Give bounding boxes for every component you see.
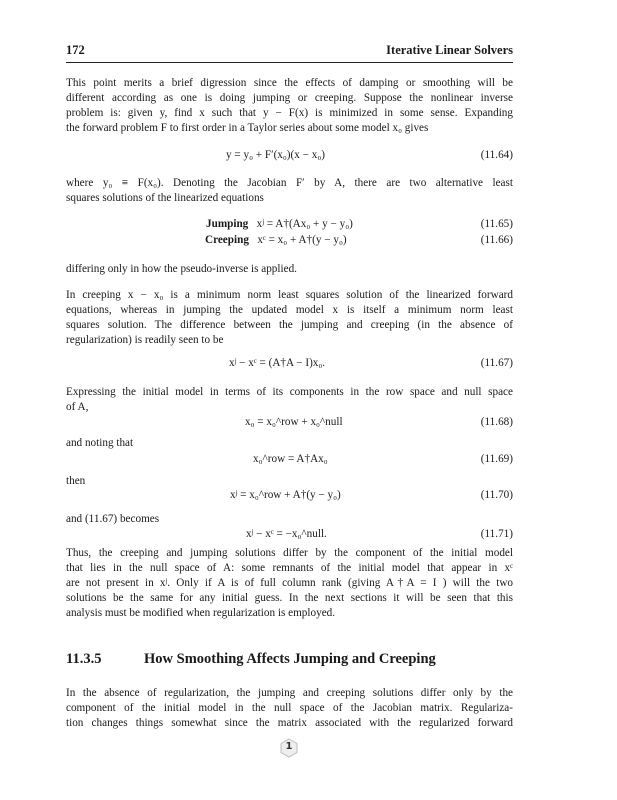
text-line: where y₀ ≡ F(x₀). Denoting the Jacobian F′ by A, there are two alternative least: [66, 177, 513, 189]
paragraph-smoothing: [66, 686, 513, 731]
equation-11-69: [66, 453, 513, 469]
equation-label: Jumping: [206, 218, 249, 230]
text-line: the forward problem F to first order in a Taylor series about some model x₀ gives: [66, 122, 429, 134]
equation-11-71: [66, 528, 513, 544]
text-line: problem is: given y, find x such that y − F(x) is minimized in some sense. Expanding: [66, 107, 513, 119]
equation-body: xʲ − xᶜ = −x₀^null.: [246, 528, 327, 540]
equation-body: x₀^row = A†Ax₀: [253, 453, 328, 465]
text-line: component of the initial model in the null space of the Jacobian matrix. Regulariza-: [66, 702, 513, 714]
paragraph-creeping: [66, 288, 513, 348]
running-header: [66, 43, 513, 59]
text-line: This point merits a brief digression since the effects of damping or smoothing will be: [66, 77, 513, 89]
equation-11-65: [66, 218, 513, 234]
paragraph-becomes: [66, 512, 513, 527]
text-line: Thus, the creeping and jumping solutions differ by the component of the initial model: [66, 547, 513, 559]
equation-11-70: [66, 489, 513, 505]
text-line: differing only in how the pseudo-inverse is applied.: [66, 263, 297, 275]
paragraph-conclusion: [66, 546, 513, 621]
text-line: In creeping x − x₀ is a minimum norm least squares solution of the linearized forward: [66, 289, 513, 301]
paragraph-jacobian: [66, 176, 513, 206]
page-badge-button[interactable]: [279, 738, 299, 758]
text-line: squares solution. The difference between the jumping and creeping (in the absence of: [66, 319, 513, 331]
paragraph-then: [66, 474, 513, 489]
page-number: 172: [66, 43, 85, 57]
text-line: then: [66, 475, 86, 487]
text-line: analysis must be modified when regularization is employed.: [66, 607, 336, 619]
section-title: How Smoothing Affects Jumping and Creeping: [144, 651, 436, 667]
text-line: tion changes things somewhat since the matrix associated with the regularized forward: [66, 717, 513, 729]
equation-number: (11.64): [480, 149, 513, 161]
equation-11-64: [66, 149, 513, 165]
equation-11-66: [66, 234, 513, 250]
paragraph-pseudo-inverse: [66, 262, 513, 277]
equation-11-67: [66, 357, 513, 373]
header-rule: [66, 62, 513, 63]
equation-body: y = y₀ + F′(x₀)(x − x₀): [226, 149, 325, 161]
text-line: Expressing the initial model in terms of its components in the row space and null space: [66, 386, 513, 398]
equation-number: (11.67): [480, 357, 513, 369]
text-line: different according as one is doing jumping or creeping. Suppose the nonlinear inverse: [66, 92, 513, 104]
equation-body: x₀ = x₀^row + x₀^null: [245, 416, 343, 428]
equation-number: (11.68): [480, 416, 513, 428]
equation-number: (11.65): [480, 218, 513, 230]
equation-body: xʲ − xᶜ = (A†A − I)x₀.: [229, 357, 326, 369]
text-line: In the absence of regularization, the jumping and creeping solutions differ only by the: [66, 687, 513, 699]
equation-body: xᶜ = x₀ + A†(y − y₀): [257, 234, 347, 246]
equation-11-68: [66, 416, 513, 432]
text-line: and (11.67) becomes: [66, 513, 160, 525]
paragraph-noting: [66, 436, 513, 451]
equation-number: (11.66): [480, 234, 513, 246]
section-number: 11.3.5: [66, 651, 102, 667]
text-line: that lies in the null space of A: some remnants of the initial model that appear in xᶜ: [66, 562, 513, 574]
text-line: equations, whereas in jumping the updated model x is itself a minimum norm least: [66, 304, 513, 316]
text-line: solutions be the same for any initial guess. In the next sections it will be seen that this: [66, 592, 513, 604]
paragraph-intro: [66, 76, 513, 136]
running-title: Iterative Linear Solvers: [386, 43, 513, 57]
text-line: and noting that: [66, 437, 134, 449]
paragraph-components: [66, 385, 513, 415]
text-line: regularization) is readily seen to be: [66, 334, 224, 346]
text-line: of A,: [66, 401, 89, 413]
text-line: are not present in xʲ. Only if A is of full column rank (giving A†A = I ) will the two: [66, 577, 513, 589]
text-line: squares solutions of the linearized equations: [66, 192, 264, 204]
equation-label: Creeping: [205, 234, 249, 246]
equation-number: (11.70): [480, 489, 513, 501]
section-heading: [66, 651, 436, 668]
page-badge-label: 1: [285, 741, 293, 752]
equation-number: (11.71): [480, 528, 513, 540]
equation-number: (11.69): [480, 453, 513, 465]
equation-body: xʲ = x₀^row + A†(y − y₀): [230, 489, 341, 501]
equation-body: xʲ = A†(Ax₀ + y − y₀): [256, 218, 353, 230]
